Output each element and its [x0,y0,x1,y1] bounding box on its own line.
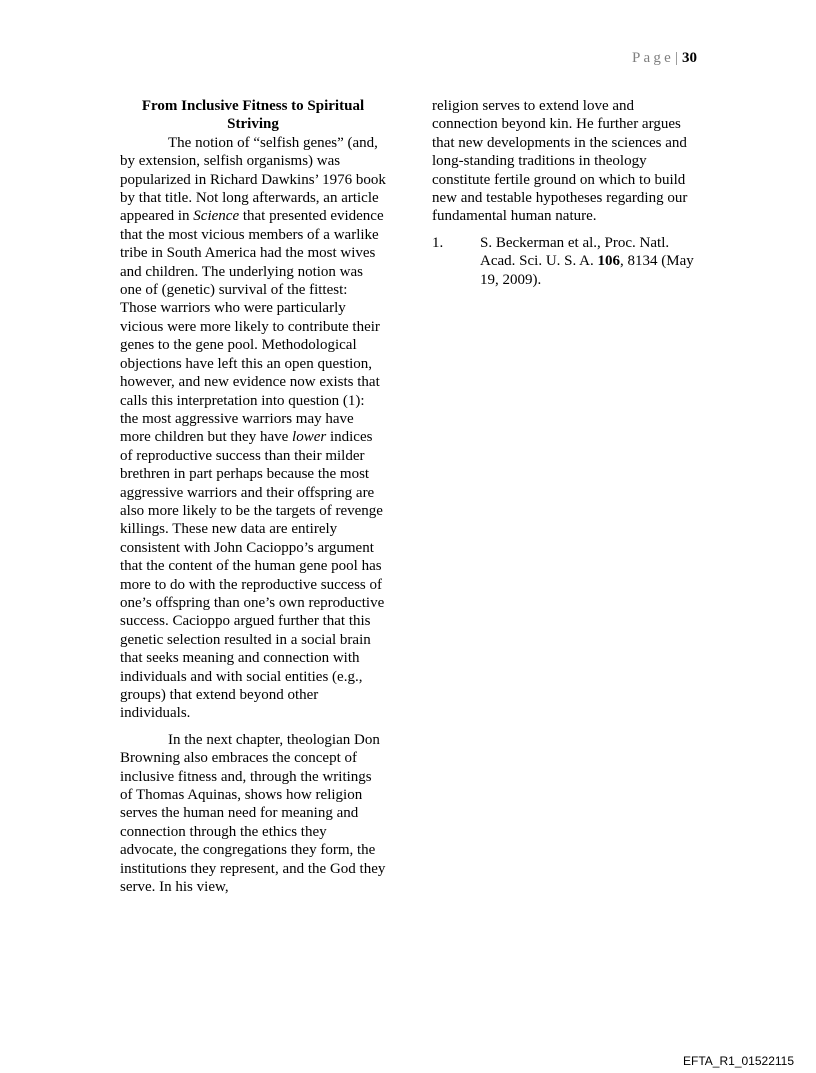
page-number: 30 [682,50,697,66]
reference-text: , 8134 (May 19, 2009). [480,253,694,288]
document-id: EFTA_R1_01522115 [683,1054,794,1068]
paragraph-text: The notion of “selfish genes” (and, by extension, selfish organisms) was popularized in Richard Dawkins’ 1976 book by that title. Not long afterwards, an article appeared in [120,134,386,225]
reference-list [432,234,698,289]
section-heading: From Inclusive Fitness to Spiritual Striving [141,98,365,133]
page-label: Page [632,50,674,66]
body-paragraph-continued: religion serves to extend love and connection beyond kin. He further argues that new developments in the sciences and long-standing traditions in theology constitute fertile ground on which to build new and testable hypotheses regarding our fundamental human nature. [432,98,688,225]
reference-number: 1. [432,234,444,251]
paragraph-text: indices of reproductive success than their milder brethren in part perhaps because the most aggressive warriors and their offspring are also more likely to be the targets of revenge killings. These new data are entirely consistent with John Cacioppo’s argument that the content of the human gene pool has more to do with the reproductive success of one’s offspring than one’s own reproductive success. Cacioppo argued further that this genetic selection resulted in a social brain that seeks meaning and connection with individuals and with social entities (e.g., groups) that extend beyond other individuals. [120,429,385,722]
right-column [432,97,698,289]
body-paragraph-2: In the next chapter, theologian Don Browning also embraces the concept of inclusive fitness and, through the writings of Thomas Aquinas, shows how religion serves the human need for meaning and connection through the ethics they advocate, the congregations they form, the institutions they represent, and the God they serve. In his view, [120,731,386,896]
left-column [120,97,386,904]
italic-text: lower [292,429,327,446]
body-paragraph-1 [120,134,386,723]
reference-text: S. Beckerman et al., Proc. Natl. Acad. Sci. U. S. A. [480,234,670,270]
reference-volume: 106 [597,253,620,270]
reference-item [432,234,698,289]
paragraph-text: that presented evidence that the most vicious members of a warlike tribe in South America had the most wives and children. The underlying notion was one of (genetic) survival of the fittest: Those warriors who were particularly vicious were more likely to contribute their genes to the gene pool. Methodological objections have left this an open question, however, and new evidence now exists that calls this interpretation into question (1): the most aggressive warriors may have more children but they have [120,208,384,446]
header-separator: | [674,50,678,66]
italic-text: Science [193,208,240,225]
page-header [632,48,697,68]
